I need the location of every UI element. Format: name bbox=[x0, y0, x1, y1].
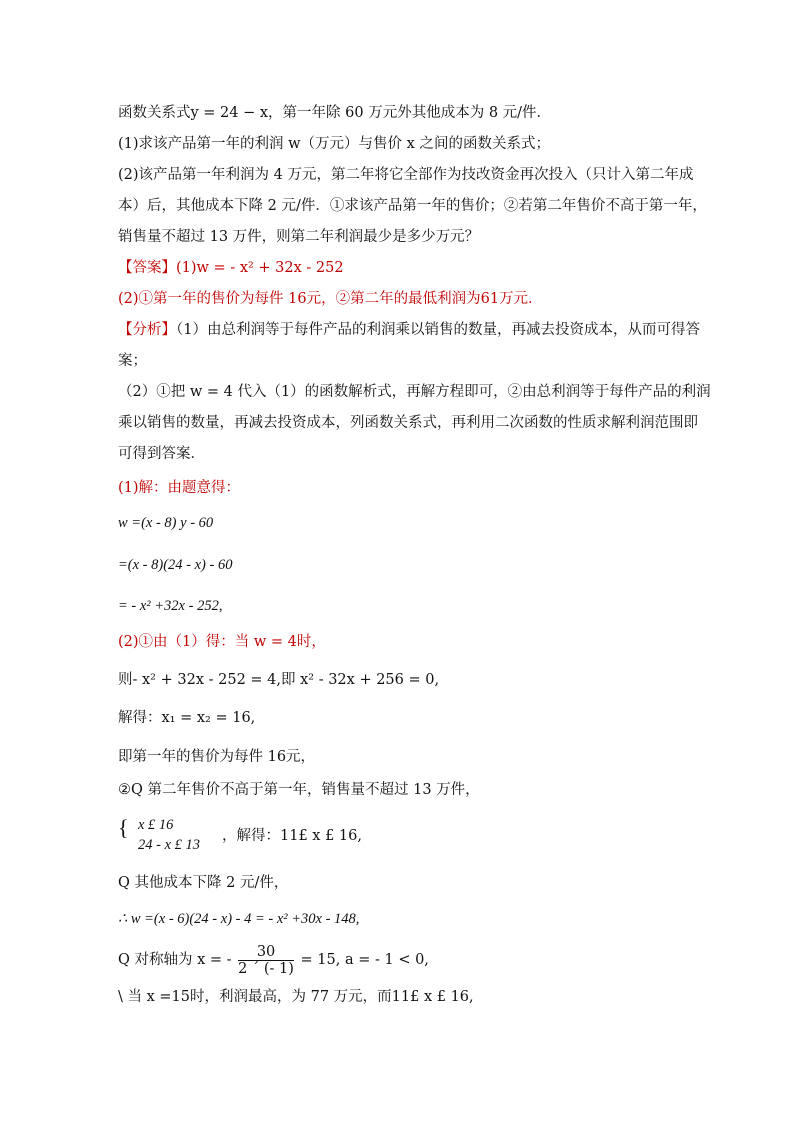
analysis-line-4: 乘以销售的数量，再减去投资成本，列函数关系式，再利用二次函数的性质求解利润范围即 bbox=[118, 415, 698, 431]
analysis-line-5: 可得到答案． bbox=[118, 446, 205, 462]
axis-result: = 15, a = - 1 < 0, bbox=[300, 952, 429, 968]
equation-12: \ 当 x =15时，利润最高，为 77 万元，而11£ x £ 16, bbox=[118, 989, 474, 1005]
analysis-tag: 【分析】 bbox=[118, 322, 176, 338]
fraction-denominator: 2 ´ (- 1) bbox=[238, 960, 294, 977]
left-brace: { bbox=[118, 815, 129, 840]
solution-step-1: (1)解：由题意得： bbox=[118, 480, 241, 496]
equation-10: ∴ w =(x - 6)(24 - x) - 4 = - x² +30x - 148, bbox=[118, 911, 360, 927]
equation-7: ②Q 第二年售价不高于第一年，销售量不超过 13 万件， bbox=[118, 782, 480, 798]
equation-5: 解得：x₁ = x₂ = 16, bbox=[118, 710, 256, 726]
answer-part-1: (1)w = - x² + 32x - 252 bbox=[176, 260, 344, 276]
problem-line-1: 函数关系式y = 24 − x，第一年除 60 万元外其他成本为 8 元/件． bbox=[118, 105, 552, 121]
problem-line-3: (2)该产品第一年利润为 4 万元，第二年将它全部作为技改资金再次投入（只计入第二年成 bbox=[118, 167, 694, 183]
equation-6: 即第一年的售价为每件 16元， bbox=[118, 749, 316, 765]
answer-line-2: (2)①第一年的售价为每件 16元，②第二年的最低利润为61万元． bbox=[118, 291, 543, 307]
solution-step-2: (2)①由（1）得：当 w = 4时， bbox=[118, 634, 326, 650]
analysis-line-3: （2）①把 w = 4 代入（1）的函数解析式，再解方程即可，②由总利润等于每件产品的利润 bbox=[118, 384, 711, 400]
inequality-2: 24 - x £ 13 bbox=[138, 837, 201, 853]
analysis-line-2: 案； bbox=[118, 353, 147, 369]
equation-3: = - x² +32x - 252, bbox=[118, 598, 223, 614]
equation-2: =(x - 8)(24 - x) - 60 bbox=[118, 557, 233, 573]
answer-line-1 bbox=[118, 258, 344, 278]
analysis-line-1 bbox=[118, 320, 700, 340]
axis-text: Q 对称轴为 x = - bbox=[118, 952, 232, 968]
inequality-1: x £ 16 bbox=[138, 817, 174, 833]
equation-1: w =(x - 8) y - 60 bbox=[118, 515, 214, 531]
problem-line-2: (1)求该产品第一年的利润 w（万元）与售价 x 之间的函数关系式； bbox=[118, 136, 550, 152]
equation-9: Q 其他成本下降 2 元/件， bbox=[118, 875, 289, 891]
fraction-numerator: 30 bbox=[238, 944, 294, 961]
answer-tag: 【答案】 bbox=[118, 260, 176, 276]
fraction bbox=[238, 944, 294, 977]
equation-4: 则- x² + 32x - 252 = 4,即 x² - 32x + 256 = 0, bbox=[118, 672, 440, 688]
problem-line-4: 本）后，其他成本下降 2 元/件．①求该产品第一年的售价；②若第二年售价不高于第一年， bbox=[118, 198, 707, 214]
inequality-result: ，解得：11£ x £ 16, bbox=[222, 828, 362, 844]
problem-line-5: 销售量不超过 13 万件，则第二年利润最少是多少万元？ bbox=[118, 229, 480, 245]
equation-11 bbox=[118, 940, 429, 980]
analysis-text-1: （1）由总利润等于每件产品的利润乘以销售的数量，再减去投资成本，从而可得答 bbox=[176, 322, 700, 338]
